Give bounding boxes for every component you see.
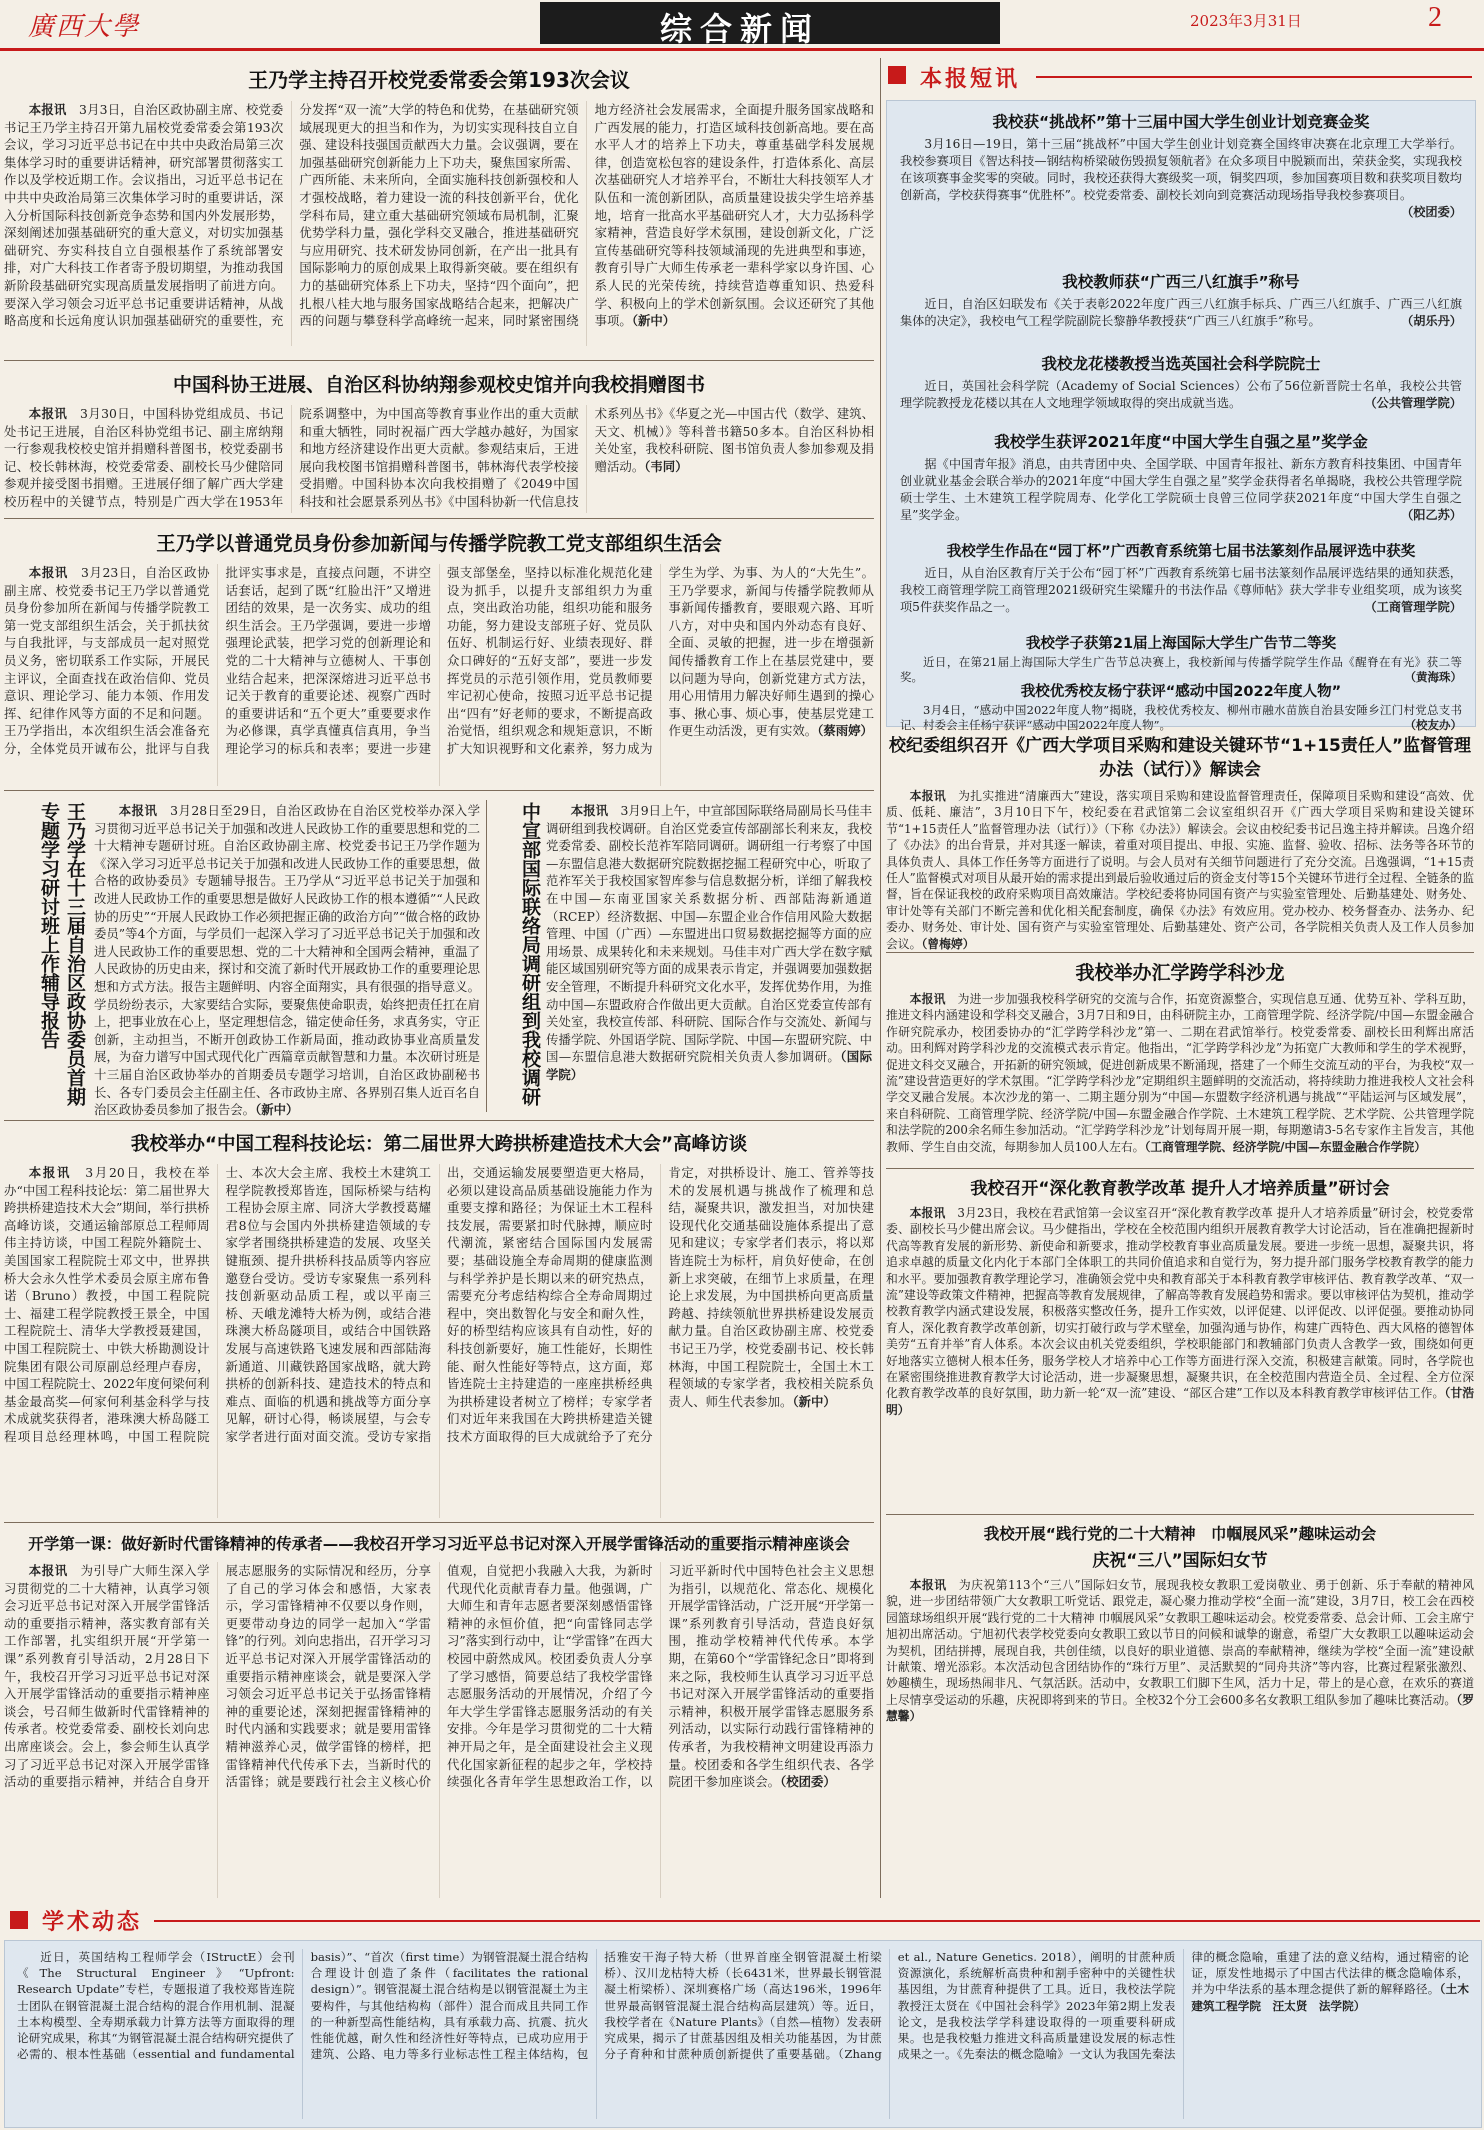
- article-interdisciplinary-salon: [886, 956, 1474, 1166]
- byline: （曾梅婷）: [921, 936, 975, 951]
- brief-source: （工商管理学院）: [1364, 600, 1462, 614]
- headline: 我校召开“深化教育教学改革 提升人才培养质量”研讨会: [970, 1179, 1390, 1199]
- body-text: 为庆祝第113个“三八”国际妇女节，展现我校女教职工爱岗敬业、勇于创新、乐于奉献的精神风貌，进一步团结带领广大女教职工听党话、跟党走，凝心聚力推动学校“全面一流”建设，3月7日，校工会在西校园篮球场组织开展“践行党的二十大精神 巾帼展风采”女教职工趣味运动会。校党委常委、总会计师、工会主席宁旭初出席活动。宁旭初代表学校党委向女教职工致以节日的问候和诚挚的谢意，希望广大女教职工以趣味运动会为契机，团结拼搏，展现自我，共创佳绩，以良好的职业道德、崇高的奉献精神，继续为学校“全面一流”建设献计献策、增光添彩。本次活动包含团结协作的“珠行万里”、灵活默契的“同舟共济”等内容，比赛过程紧张激烈、妙趣横生，现场热闹非凡、气氛活跃。活动中，女教职工们脚下生风，活力十足，带上的是心意，在欢乐的赛道上尽情享受运动的乐趣，庆祝即将到来的节日。全校32个分工会600多名女教职工组队参加了趣味比赛活动。: [886, 1578, 1474, 1707]
- brief-source: （校友办）: [1404, 718, 1462, 732]
- body-text: 为进一步加强我校科学研究的交流与合作，拓宽资源整合，实现信息互通、优势互补、学科互助，推进文科内涵建设和学科交叉融合，3月7日和9日，由科研院主办，工商管理学院、经济学院/中国—东盟金融合作研究院承办，校团委协办的“汇学跨学科沙龙”第一、二期在君武馆举行。校党委常委、副校长田利辉出席活动。田利辉对跨学科沙龙的交流模式表示肯定。他指出，“汇学跨学科沙龙”为拓宽广大教师和学生的学术视野，促进文科交叉融合，开拓新的研究领域，促进创新成果不断涌现，搭建了一个师生交流互动的平台，为我校“双一流”建设营造更好的学术氛围。“汇学跨学科沙龙”定期组织主题鲜明的交流活动，将持续助力推进我校人文社会科学交叉融合发展。本次沙龙的第一、二期主题分别为“中国—东盟数字经济机遇与挑战”“平陆运河与区域发展”，来自科研院、工商管理学院、经济学院/中国—东盟金融合作学院、土木建筑工程学院、艺术学院、公共管理学院和法学院的200余名师生参加活动。“汇学跨学科沙龙”计划每周开展一期，每期邀请3-5名专家作主旨发言，其他教师、学生自由交流，每期参加人员100人左右。: [886, 992, 1474, 1154]
- academic-box: [4, 1940, 1482, 2128]
- body-text: 3月9日上午，中宣部国际联络局副局长马佳丰调研组到我校调研。自治区党委宣传部副部长利来友，我校党委常委、副校长范祚军陪同调研。调研组一行考察了中国—东盟信息港大数据研究院数据挖掘工程研究中心，听取了范祚军关于我校国家智库参与信息数据分析，详细了解我校在中国—东南亚国家关系数据分析、西部陆海新通道（RCEP）经济数据、中国—东盟企业合作信用风险大数据管理、中国（广西）—东盟进出口贸易数据挖掘等方面的应用场景、成果转化和未来规划。马佳丰对广西大学在数字赋能区域国别研究等方面的成果表示肯定，并强调要加强数据安全管理，不断提升科研究文化水平，发挥优势作用，为推动中国—东盟政府合作做出更大贡献。自治区党委宣传部有关处室，我校宣传部、科研院、国际合作与交流处、新闻与传播学院、外国语学院、国际学院、中国—东盟研究院、中国—东盟信息港大数据研究院相关负责人参加调研。: [546, 803, 873, 1065]
- brief-title: 我校优秀校友杨宁获评“感动中国2022年度人物”: [1020, 684, 1342, 700]
- academic-body: [5, 1941, 1481, 2127]
- article-body: [546, 802, 872, 1112]
- byline: （新中）: [631, 313, 676, 329]
- section-title: 综合新闻: [660, 10, 821, 48]
- brief-source: （黄海珠）: [1404, 670, 1462, 684]
- byline: （土木建筑工程学院 汪太贤 法学院）: [1191, 1982, 1469, 2013]
- brief-title: 我校教师获“广西三八红旗手”称号: [1062, 273, 1300, 291]
- divider: [4, 790, 874, 791]
- divider: [4, 360, 874, 361]
- brief-body: 近日，在第21届上海国际大学生广告节总决赛上，我校新闻与传播学院学生作品《醒脊在有光》获二等奖。 （黄海珠）: [900, 655, 1462, 684]
- byline: （甘浩明）: [886, 1386, 1474, 1417]
- article-body: [4, 564, 874, 786]
- lead: 本报讯: [909, 1578, 947, 1592]
- article-book-donation: [4, 364, 874, 516]
- body-text: 3月23日，自治区政协副主席、校党委书记王乃学以普通党员身份参加所在新闻与传播学院教工第一党支部组织生活会，关于抓扶贫与自我批评，与支部成员一起对照党员义务，密切联系工作实际，开展民主评议，全面查找在政治信仰、党员意识、理论学习、能力本领、作用发挥、纪律作风等方面的不足和问题。王乃学指出，本次组织生活会准备充分，全体党员开诚布公，批评与自我批评实事求是，直接点问题，不讲空话套话，起到了既“红脸出汗”又增进团结的效果，是一次务实、成功的组织生活会。王乃学强调，要进一步增强理论武装，把学习党的创新理论和党的二十大精神与立德树人、干事创业结合起来，把深深熔进习近平总书记关于教育的重要论述、视察广西时的重要讲话和“五个更大”重要要求作为必修课，真学真懂真信真用，争当理论学习的标兵和表率；要进一步建强支部堡垒，坚持以标准化规范化建设为抓手，以提升支部组织力为重点，突出政治功能，组织功能和服务功能，努力建设支部班子好、党员队伍好、机制运行好、业绩表现好、群众口碑好的“五好支部”，要进一步发挥党员的示范引领作用，党员教师要牢记初心使命，按照习近平总书记提出“四有”好老师的要求，不断提高政治觉悟，组织观念和规矩意识，不断扩大知识视野和文化素养，努力成为学生为学、为事、为人的“大先生”。王乃学要求，新闻与传播学院教师从事新闻传播教育，要眼观六路、耳听八方，对中央和国内外动态有良好、全面、灵敏的把握，进一步在增强新闻传播教育工作上在基层党建中，要以问题为导向，创新党建方式方法，用心用情用力解决好师生遇到的操心事、揪心事、烦心事，使基层党建工作更生动活泼，更有实效。: [4, 565, 874, 756]
- headline: 开学第一课：做好新时代雷锋精神的传承者——我校召开学习习近平总书记对深入开展学雷锋活动的重要指示精神座谈会: [28, 1535, 850, 1553]
- byline: （新中）: [792, 1393, 836, 1409]
- article-cppcc-report: [4, 796, 482, 1116]
- academic-title: 学术动态: [42, 1910, 143, 1935]
- headline: 中国科协王进展、自治区科协纳翔参观校史馆并向我校捐赠图书: [172, 374, 705, 396]
- brief-body: 3月4日，“感动中国2022年度人物”揭晓，我校优秀校友、柳州市融水苗族自治县安陲乡江门村党总支书记、村委会主任杨宁获评“感动中国2022年度人物”。 （校友办）: [900, 703, 1462, 732]
- article-publicity-research: [490, 796, 874, 1116]
- divider: [886, 952, 1474, 953]
- headline-line-1: 我校开展“践行党的二十大精神 巾帼展风采”趣味运动会: [983, 1525, 1377, 1543]
- byline: （韦同）: [644, 458, 688, 474]
- brief-item: [900, 680, 1462, 732]
- article-party-branch: [4, 522, 874, 788]
- byline: （蔡雨婷）: [817, 723, 873, 739]
- newspaper-logo: 廣西大學: [28, 12, 141, 42]
- brief-body: 近日，英国社会科学院（Academy of Social Sciences）公布了56位新晋院士名单，我校公共管理学院教授龙花楼以其在人文地理学领域取得的突出成就当选。 （公共管理学院）: [900, 379, 1462, 410]
- briefs-title: 本报短讯: [920, 67, 1021, 92]
- byline: （国际学院）: [546, 1049, 872, 1082]
- divider: [886, 1168, 1474, 1169]
- divider: [486, 800, 487, 1112]
- brief-item: [900, 540, 1462, 630]
- brief-source: （阳乙苏）: [1401, 508, 1462, 522]
- body-text: 为扎实推进“清廉西大”建设，落实项目采购和建设监督管理责任，保障项目采购和建设“高效、优质、低耗、廉洁”，3月10日下午，校纪委在君武馆第二会议室组织召开《广西大学项目采购和建设关键环节“1+15责任人”监督管理办法（试行）》（下称《办法》）解读会。会议由校纪委书记吕逸主持并解读。吕逸介绍了《办法》的出台背景，并对其逐一解读，着重对项目提出、申报、实施、监督、验收、招标、法务等各环节的具体负责人、具体工作任务等方面进行了说明。与会人员对有关细节问题进行了充分交流。吕逸强调，“1+15责任人”监督模式对项目从最开始的需求提出到最后验收通过后的资金支付等15个关键环节进行全过程、全链条的监督，旨在保证我校的政府采购项目高效廉洁。学校纪委将协同国有资产与实验室管理处、后勤基建处、财务处、审计处等有关部门不断完善和优化相关配套制度，确保《办法》有效应用。党办校办、校务督查办、法务办、纪委办、财务处、审计处、国有资产与实验室管理处、后勤基建处、资产公司，各学院相关负责人及工作人员参加会议。: [886, 789, 1474, 951]
- brief-title: 我校学子获第21届上海国际大学生广告节二等奖: [1025, 636, 1337, 652]
- divider: [4, 518, 874, 519]
- brief-source: （胡乐丹）: [1401, 314, 1462, 328]
- headline: 校纪委组织召开《广西大学项目采购和建设关键环节“1+15责任人”监督管理办法（试行）》解读会: [888, 736, 1472, 780]
- article-womens-day-games: [886, 1518, 1474, 1898]
- page-number: 2: [1428, 2, 1442, 33]
- brief-body: 3月16日—19日，第十三届“挑战杯”中国大学生创业计划竞赛全国终审决赛在北京理工大学举行。我校参赛项目《智达科技—钢结构桥梁破伤毁损复领航者》在众多项目中脱颖而出，荣获金奖，实现我校在该项赛事金奖零的突破。同时，我校还获得大赛级奖一项，铜奖四项，参加国赛项目数和获奖项目数均创新高，学校获得赛事“优胜杯”。校党委常委、副校长刘向到竞赛活动现场指导我校参赛项目。 （校团委）: [900, 137, 1462, 219]
- body-text: 3月20日，我校在举办“中国工程科技论坛：第二届世界大跨拱桥建造技术大会”期间，举行拱桥高峰访谈，交通运输部原总工程师周伟主持访谈，中国工程院外籍院士、美国国家工程院院士邓文中，世界拱桥大会永久性学术委员会原主席布鲁诺（Bruno）教授，中国工程院院士、福建工程学院教授王景全，中国工程院院士、清华大学教授聂建国，中国工程院院士、中铁大桥勘测设计院集团有限公司原副总经理卢春房，中国工程院院士、2022年度何梁何利基金最高奖—何家何利基金科学与技术成就奖获得者，港珠澳大桥岛隧工程项目总经理林鸣，中国工程院院士、本次大会主席、我校土木建筑工程学院教授郑皆连，国际桥梁与结构工程协会原主席、同济大学教授葛耀君8位与会国内外拱桥建造领域的专家学者围绕拱桥建造的发展、攻坚关键瓶颈、提升拱桥科技品质等内容应邀登台受访。受访专家聚焦一系列科技创新驱动品质工程，或以平南三桥、天峨龙滩特大桥为例，或结合港珠澳大桥岛隧项目，或结合中国铁路发展与高速铁路飞速发展和西部陆海新通道、川藏铁路国家战略，就大跨拱桥的创新科技、建造技术的特点和难点、面临的机遇和挑战等方面分享见解，研讨心得，畅谈展望，与会专家学者进行面对面交流。受访专家指出，交通运输发展要塑造更大格局，必须以建设高品质基础设施能力作为重要支撑和路径；为保证土木工程科技发展，需要紧扣时代脉搏，顺应时代潮流，紧密结合国际国内发展需要；基础设施全寿命周期的健康监测与科学养护是长期以来的研究热点，需要充分考虑结构综合全寿命周期过程中，突出数智化与安全和耐久性，好的桥型结构应该具有自动性，好的科技创新要好，施工性能好，长期性能、耐久性能好等特点，这方面，郑皆连院士主持建造的一座座拱桥经典为拱桥建设者树立了榜样；专家学者们对近年来我国在大跨拱桥建造关键技术方面取得的巨大成就给予了充分肯定，对拱桥设计、施工、管养等技术的发展机遇与挑战作了梳理和总结，凝聚共识，激发担当，对加快建设现代化交通基础设施体系提出了意见和建议；专家学者们表示，将以郑皆连院士为标杆，肩负好使命，在创新上求突破，在细节上求质量，在理论上求发展，为中国拱桥向更高质量跨越、持续领航世界拱桥建设发展贡献力量。自治区政协副主席、校党委书记王乃学，校党委副书记、校长韩林海，中国工程院院士，全国土木工程领域的专家学者，我校相关院系负责人、师生代表参加。: [4, 1165, 874, 1444]
- brief-body: 据《中国青年报》消息，由共青团中央、全国学联、中国青年报社、新东方教育科技集团、中国青年创业就业基金会联合举办的2021年度“中国大学生自强之星”奖学金获得者名单揭晓，我校公共管理学院硕士学生、土木建筑工程学院周寿、化学化工学院硕士良曾三位同学获2021年度“中国大学生自强之星”奖学金。 （阳乙苏）: [900, 457, 1462, 522]
- brief-item: [900, 352, 1462, 428]
- article-body: [4, 101, 874, 346]
- lead: 本报讯: [28, 1563, 68, 1578]
- lead: 本报讯: [909, 992, 946, 1006]
- brief-item: [900, 430, 1462, 538]
- byline: （罗慧馨）: [886, 1692, 1474, 1724]
- section-marker-icon: [10, 1911, 28, 1929]
- article-body: [94, 802, 481, 1118]
- article-body: [4, 405, 874, 513]
- brief-item: [900, 270, 1462, 350]
- headline: 中宣部国际联络局调研组到我校调研: [519, 802, 541, 1106]
- body-text: 近日，英国结构工程师学会（IStructE）会刊《The Structural Engineer》“Upfront: Research Update”专栏，专题报道了我校郑皆连院士团队在钢管混凝土混合结构的混合作用机制、混凝土本构模型、全寿期承载力计算方法等方面取得的理论研究成果，称其“为钢管混凝土混合结构研究提供了必需的、根本性基础（essential and fundamental basis）”、“首次（first time）为钢管混凝土混合结构合理设计创造了条件（facilitates the rational design）”。钢管混凝土混合结构是以钢管混凝土为主要构件，与其他结构构（部件）混合而成且共同工作的一种新型高性能结构，具有承载力高、抗震、抗火性能优越，耐久性和经济性好等特点，已成功应用于建筑、公路、电力等多行业标志性工程主体结构，包括雅安干海子特大桥（世界首座全钢管混凝土桁梁桥）、汉川龙枯特大桥（长6431米，世界最长钢管混凝土桁梁桥）、深圳赛格广场（高达196米，1996年世界最高钢管混凝土混合结构高层建筑）等。近日，我校学者在《Nature Plants》（自然—植物）发表研究成果，揭示了甘蔗基因组及相关功能基因，为甘蔗分子育种和甘蔗种质创新提供了重要基础。（Zhang et al., Nature Genetics. 2018），阐明的甘蔗种质资源演化，系统解析高贵种和割手密种中的关键性状基因组，为甘蔗育种提供了工具。近日，我校法学院教授汪太贤在《中国社会科学》2023年第2期上发表论文，是我校法学学科建设取得的一项重要科研成果。也是我校魁力推进文科高质量建设发展的标志性成果之一。《先秦法的概念隐喻》一文认为我国先秦法律的概念隐喻，重建了法的意义结构，通过精密的论证，原发性地揭示了中国古代法律的概念隐喻体系，并为中华法系的基本理念提供了新的解释路径。: [17, 1950, 1469, 2062]
- body-text: 3月28日至29日，自治区政协在自治区党校举办深入学习贯彻习近平总书记关于加强和改进人民政协工作的重要思想和党的二十大精神专题研讨班。自治区政协副主席、校党委书记王乃学作题为《深入学习习近平总书记关于加强和改进人民政协工作的重要思想，做合格的政协委员》专题辅导报告。王乃学从“习近平总书记关于加强和改进人民政协工作的重要思想是做好人民政协工作的根本遵循”“人民政协的历史”“开展人民政协工作必须把握正确的政治方向”“做合格的政协委员”等4个方面，与学员们一起深入学习了习近平总书记关于加强和改进人民政协工作的重要思想、党的二十大精神和全国两会精神，重温了人民政协的历史由来，探讨和交流了新时代开展政协工作的重要理论思想和方式方法。报告主题鲜明、内容全面翔实，具有很强的指导意义。学员纷纷表示，大家要结合实际，要聚焦使命职责，始终把责任扛在肩上，把事业放在心上，坚定理想信念，锚定使命任务，求真务实，守正创新，主动担当，不断开创政协工作新局面，推动政协事业高质量发展，为奋力谱写中国式现代化广西篇章贡献智慧和力量。本次研讨班是十三届自治区政协举办的首期委员专题学习培训，自治区政协副秘书长、各专门委员会主任副主任、各市政协主席、各界别召集人近百名自治区政协委员参加了报告会。: [94, 803, 481, 1118]
- lead: 本报讯: [28, 102, 67, 117]
- academic-header: [4, 1905, 1480, 1937]
- header-rule: [1036, 76, 1472, 78]
- byline: （工商管理学院、经济学院/中国—东盟金融合作学院）: [1144, 1139, 1427, 1154]
- section-marker-icon: [888, 66, 906, 84]
- headline: 我校举办汇学跨学科沙龙: [1075, 962, 1285, 984]
- brief-title: 我校龙花楼教授当选英国社会科学院院士: [1041, 355, 1321, 373]
- article-body: [886, 1205, 1474, 1509]
- briefs-header: [886, 62, 1474, 92]
- lead: 本报讯: [28, 565, 68, 580]
- article-body: [886, 1577, 1474, 1887]
- lead: 本报讯: [909, 789, 946, 803]
- headline: 王乃学以普通党员身份参加新闻与传播学院教工党支部组织生活会: [156, 532, 722, 555]
- article-body: [4, 1562, 874, 1898]
- article-arch-bridge-forum: [4, 1124, 874, 1520]
- body-text: 3月30日，中国科协党组成员、书记处书记王进展，自治区科协党组书记、副主席纳翔一行参观我校校史馆并捐赠科普图书，校党委副书记、校长韩林海，校党委常委、副校长马少健陪同参观并接受图书捐赠。王进展仔细了解广西大学建校历程中的关键节点，特别是广西大学在1953年院系调整中，为中国高等教育事业作出的重大贡献和重大牺牲，同时祝福广西大学越办越好，为国家和地方经济建设作出更大贡献。参观结束后，王进展向我校图书馆捐赠科普图书，韩林海代表学校接受捐赠。中国科协本次向我校捐赠了《2049中国科技和社会愿景系列丛书》《中国科协新一代信息技术系列丛书》《华夏之光—中国古代（数学、建筑、天文、机械）》等科普书籍50多本。自治区科协相关处室，我校科研院、图书馆负责人参加参观及捐赠活动。: [4, 406, 874, 509]
- divider: [886, 1514, 1474, 1515]
- headline-line-2: 庆祝“三八”国际妇女节: [1092, 1551, 1268, 1571]
- headline: 我校举办“中国工程科技论坛：第二届世界大跨拱桥建造技术大会”高峰访谈: [130, 1134, 748, 1155]
- header-rule: [154, 1920, 1480, 1922]
- brief-item: [900, 110, 1462, 268]
- byline: （校团委）: [780, 1774, 836, 1790]
- brief-title: 我校学生作品在“园丁杯”广西教育系统第七届书法篆刻作品展评选中获奖: [946, 544, 1416, 560]
- brief-title: 我校获“挑战杯”第十三届中国大学生创业计划竞赛金奖: [992, 113, 1370, 131]
- headline: 王乃学主持召开校党委常委会第193次会议: [248, 68, 630, 92]
- column-divider: [880, 58, 881, 1898]
- issue-date: 2023年3月31日: [1190, 12, 1302, 30]
- brief-item: [900, 632, 1462, 684]
- byline: （新中）: [255, 1102, 299, 1118]
- lead: 本报讯: [570, 803, 609, 818]
- brief-source: （公共管理学院）: [1364, 396, 1462, 410]
- brief-body: 近日，从自治区教育厅关于公布“园丁杯”广西教育系统第七届书法篆刻作品展评选结果的通知获悉，我校工商管理学院工商管理2021级研究生梁耀升的书法作品《尊师帖》获大学非专业组奖项，成为该奖项5件获奖作品之一。 （工商管理学院）: [900, 566, 1462, 614]
- masthead: [0, 0, 1484, 51]
- lead: 本报讯: [118, 803, 158, 818]
- lead: 本报讯: [28, 406, 68, 421]
- lead: 本报讯: [909, 1206, 946, 1220]
- article-committee-meeting: [4, 58, 874, 358]
- article-body: [886, 991, 1474, 1163]
- article-procurement-supervision: [886, 732, 1474, 950]
- article-education-reform: [886, 1172, 1474, 1512]
- divider: [4, 1120, 874, 1121]
- body-text: 3月3日，自治区政协副主席、校党委书记王乃学主持召开第九届校党委常委会第193次会议，学习习近平总书记在中共中央政治局第三次集体学习时的重要讲话精神，研究部署贯彻落实工作以及学校近期工作。会议指出，习近平总书记在中共中央政治局第三次集体学习时的重要讲话，深入分析国际科技创新竞争态势和国内外发展形势，深刻阐述加强基础研究的重大意义，对切实加强基础研究、夯实科技自立自强根基作了系统部署安排，对广大科技工作者寄予殷切期望，为推动我国新阶段基础研究实现高质量发展指明了前进方向。要深入学习领会习近平总书记重要讲话精神，从战略高度和长远角度认识加强基础研究的重要性，充分发挥“双一流”大学的特色和优势，在基础研究领域展现更大的担当和作为，为切实实现科技自立自强、建设科技强国贡献西大力量。会议强调，要在加强基础研究创新能力上下功夫，聚焦国家所需、广西所能、未来所向，全面实施科技创新强校和人才强校战略，着力建设一流的科技创新平台，优化学科布局，建立重大基础研究领域布局机制，汇聚优势学科力量，强化学科交叉融合，推进基础研究与应用研究、技术研发协同创新，在产出一批具有国际影响力的原创成果上取得新突破。要在组织有力的基础研究体系上下功夫，坚持“四个面向”，把扎根八桂大地与服务国家战略结合起来，把解决广西的问题与攀登科学高峰统一起来，同时紧密围绕地方经济社会发展需求，全面提升服务国家战略和广西发展的能力，打造区域科技创新高地。要在高水平人才的培养上下功夫，尊重基础学科发展规律，创造宽松包容的建设条件，打造体系化、高层次基础研究人才培养平台，不断壮大科技领军人才队伍和一流创新团队，高质量建设拔尖学生培养基地，培育一批高水平基础研究人才，大力弘扬科学家精神，营造良好学术氛围，建设创新文化，广泛宣传基础研究等科技领域涌现的先进典型和事迹，教育引导广大师生传承老一辈科学家以身许国、心系人民的光荣传统，持续营造尊重知识、热爱科学、积极向上的学术创新氛围。会议还研究了其他事项。: [4, 102, 874, 329]
- article-body: [886, 788, 1474, 951]
- body-text: 3月23日，我校在君武馆第一会议室召开“深化教育教学改革 提升人才培养质量”研讨会，校党委常委、副校长马少健出席会议。马少健指出，学校在全校范围内组织开展教育教学大讨论活动，旨在准确把握新时代高等教育发展的新形势、新使命和新要求，推动学校教育事业高质量发展。要进一步统一思想，凝聚共识，将追求卓越的质量文化内化于本部门全体职工的共同价值追求和自觉行为，努力提升部门服务学校教育教学的能力和水平。要加强教育教学理论学习，准确领会党中央和教育部关于本科教育教学审核评估、教育教学改革、“双一流”建设等政策文件精神，把握高等教育发展规律，了解高等教育发展趋势和需求。要以审核评估为契机，推动学校教育教学内涵式建设发展，积极落实整改任务，提升工作实效，以评促建、以评促改、以评促强。要推动协同育人，深化教育教学改革创新，切实打破行政与学术壁垒，加强沟通与协作，构建广西特色、西大风格的德智体美劳“五育并举”育人体系。本次会议由机关党委组织，学校职能部门和教辅部门负责人含教学一致，围绕如何更好地落实立德树人根本任务，服务学校人才培养中心工作等方面进行深入交流，积极建言献策。同时，各学院也在紧密围绕推进教育教学大讨论活动，进一步凝聚思想，凝聚共识，在全校范围内营造全员、全过程、全方位深化教育教学改革的良好氛围，助力新一轮“双一流”建设、“部区合建”工作以及本科教育教学审核评估工作。: [886, 1206, 1474, 1401]
- brief-body: 近日，自治区妇联发布《关于表彰2022年度广西三八红旗手标兵、广西三八红旗手、广西三八红旗集体的决定》，我校电气工程学院副院长黎静华教授获“广西三八红旗手”称号。 （胡乐丹）: [900, 297, 1462, 328]
- body-text: 为引导广大师生深入学习贯彻党的二十大精神，认真学习领会习近平总书记对深入开展学雷锋活动的重要指示精神，落实教育部有关工作部署，扎实组织开展“开学第一课”系列教育引导活动，2月28日下午，我校召开学习习近平总书记对深入开展学雷锋活动的重要指示精神座谈会，号召师生做新时代雷锋精神的传承者。校党委常委、副校长刘向忠出席座谈会。会上，参会师生认真学习了习近平总书记对深入开展学雷锋活动的重要指示精神，并结合自身开展志愿服务的实际情况和经历，分享了自己的学习体会和感悟，大家表示，学习雷锋精神不仅要以身作则，更要带动身边的同学一起加入“学雷锋”的行列。刘向忠指出，召开学习习近平总书记对深入开展学雷锋活动的重要指示精神座谈会，就是要深入学习领会习近平总书记关于弘扬雷锋精神的重要论述，深刻把握雷锋精神的时代内涵和实践要求；就是要用雷锋精神滋养心灵，做学雷锋的榜样，把雷锋精神代代传承下去，当新时代的活雷锋；就是要践行社会主义核心价值观，自觉把小我融入大我，为新时代现代化贡献青春力量。他强调，广大师生和青年志愿者要深刻感悟雷锋精神的永恒价值，把“向雷锋同志学习”落实到行动中，让“学雷锋”在西大校园中蔚然成风。校团委负责人分享了学习感悟，简要总结了我校学雷锋志愿服务活动的开展情况，介绍了今年大学生学雷锋志愿服务活动的有关安排。今年是学习贯彻党的二十大精神开局之年，是全面建设社会主义现代化国家新征程的起步之年，学校持续强化各青年学生思想政治工作，以习近平新时代中国特色社会主义思想为指引，以规范化、常态化、规模化开展学雷锋活动，广泛开展“开学第一课”系列教育引导活动，营造良好氛围，推动学校精神代代传承。本学期，在第60个“学雷锋纪念日”即将到来之际，我校师生认真学习习近平总书记对深入开展学雷锋活动的重要指示精神，积极开展学雷锋志愿服务系列活动，以实际行动践行雷锋精神的传承者，为我校精神文明建设再添力量。校团委和各学生组织代表、各学院团干参加座谈会。: [4, 1563, 874, 1790]
- headline: 王乃学在十三届自治区政协委员首期专题学习研讨班上作辅导报告: [38, 802, 86, 1106]
- brief-title: 我校学生获评2021年度“中国大学生自强之星”奖学金: [994, 433, 1368, 451]
- article-body: [4, 1164, 874, 1518]
- article-lei-feng-seminar: [4, 1526, 874, 1898]
- lead: 本报讯: [28, 1165, 72, 1180]
- brief-source: （校团委）: [1401, 205, 1462, 219]
- divider: [4, 1522, 874, 1523]
